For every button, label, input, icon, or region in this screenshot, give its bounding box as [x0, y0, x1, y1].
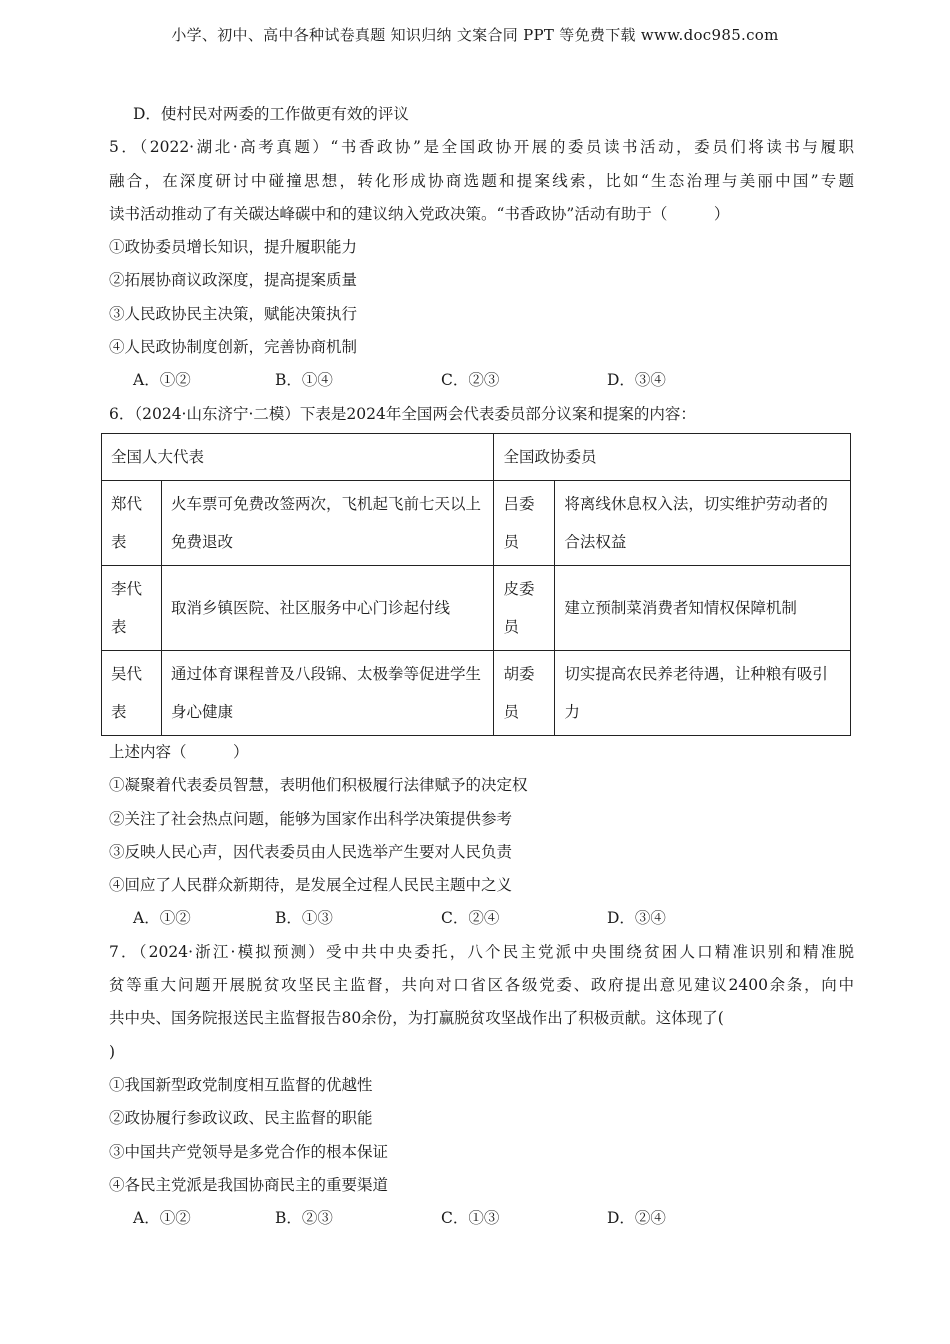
deputy-name: 李代表: [102, 565, 162, 650]
q6-option-b[interactable]: B．①③: [275, 909, 333, 928]
q5-option-d[interactable]: D．③④: [607, 371, 666, 390]
q7-statement-1: ①我国新型政党制度相互监督的优越性: [109, 1075, 373, 1094]
member-proposal: 建立预制菜消费者知情权保障机制: [555, 565, 851, 650]
q5-statement-1: ①政协委员增长知识，提升履职能力: [109, 238, 358, 257]
question-6: [109, 398, 854, 936]
q7-stem-line-3: 共中央、国务院报送民主监督报告80余份，为打赢脱贫攻坚战作出了积极贡献。这体现了(: [109, 1009, 724, 1028]
q5-stem-line-3: 读书活动推动了有关碳达峰碳中和的建议纳入党政决策。“书香政协”活动有助于（ ）: [109, 204, 730, 223]
q6-statement-3: ③反映人民心声，因代表委员由人民选举产生要对人民负责: [109, 842, 513, 861]
q6-option-d[interactable]: D．③④: [607, 909, 666, 928]
q5-option-c[interactable]: C．②③: [441, 371, 500, 390]
q6-stem: 6．（2024·山东济宁·二模）下表是2024年全国两会代表委员部分议案和提案的内容：: [109, 404, 696, 423]
table-row: [102, 650, 851, 735]
member-name: 吕委员: [494, 480, 555, 565]
q6-after-table: 上述内容（ ）: [109, 742, 249, 761]
q7-option-b[interactable]: B．②③: [275, 1209, 333, 1228]
table-header-row: [102, 433, 851, 480]
q7-options: [109, 1202, 854, 1235]
q7-option-c[interactable]: C．①③: [441, 1209, 500, 1228]
table-row: [102, 565, 851, 650]
question-5: [109, 131, 854, 397]
deputy-name: 吴代表: [102, 650, 162, 735]
q5-stem-line-1: 5．（2022·湖北·高考真题）“书香政协”是全国政协开展的委员读书活动，委员们将读书与履职: [109, 138, 854, 157]
q6-options: [109, 902, 854, 935]
member-proposal: 将离线休息权入法，切实维护劳动者的合法权益: [555, 480, 851, 565]
q6-option-a[interactable]: A．①②: [133, 909, 191, 928]
q7-stem-line-2: 贫等重大问题开展脱贫攻坚民主监督，共向对口省区各级党委、政府提出意见建议2400余条，向中: [109, 976, 854, 995]
q4-option-d: D．使村民对两委的工作做更有效的评议: [133, 105, 409, 123]
q5-statement-4: ④人民政协制度创新，完善协商机制: [109, 338, 358, 357]
deputy-proposal: 取消乡镇医院、社区服务中心门诊起付线: [161, 565, 494, 650]
q5-statement-2: ②拓展协商议政深度，提高提案质量: [109, 271, 358, 290]
q7-statement-3: ③中国共产党领导是多党合作的根本保证: [109, 1142, 389, 1161]
q6-statement-2: ②关注了社会热点问题，能够为国家作出科学决策提供参考: [109, 809, 513, 828]
q7-option-d[interactable]: D．②④: [607, 1209, 666, 1228]
member-proposal: 切实提高农民养老待遇，让种粮有吸引力: [555, 650, 851, 735]
q7-statement-2: ②政协履行参政议政、民主监督的职能: [109, 1109, 373, 1128]
q7-stem-line-1: 7．（2024·浙江·模拟预测）受中共中央委托，八个民主党派中央围绕贫困人口精准识别和精准脱: [109, 942, 854, 961]
member-name: 皮委员: [494, 565, 555, 650]
q5-statement-3: ③人民政协民主决策，赋能决策执行: [109, 304, 358, 323]
proposal-table: [101, 433, 851, 736]
deputy-proposal: 通过体育课程普及八段锦、太极拳等促进学生身心健康: [161, 650, 494, 735]
deputy-name: 郑代表: [102, 480, 162, 565]
q5-options: [109, 364, 854, 397]
q6-option-c[interactable]: C．②④: [441, 909, 500, 928]
q6-statement-1: ①凝聚着代表委员智慧，表明他们积极履行法律赋予的决定权: [109, 776, 528, 795]
exam-page: [109, 98, 854, 1235]
site-header: 小学、初中、高中各种试卷真题 知识归纳 文案合同 PPT 等免费下载 www.doc985.com: [171, 26, 779, 44]
q7-stem-line-4: ): [109, 1042, 116, 1061]
member-name: 胡委员: [494, 650, 555, 735]
q6-statement-4: ④回应了人民群众新期待，是发展全过程人民民主题中之义: [109, 876, 513, 895]
header-cppcc-members: 全国政协委员: [494, 433, 851, 480]
q5-option-b[interactable]: B．①④: [275, 371, 333, 390]
question-7: [109, 936, 854, 1236]
deputy-proposal: 火车票可免费改签两次，飞机起飞前七天以上免费退改: [161, 480, 494, 565]
q5-option-a[interactable]: A．①②: [133, 371, 191, 390]
q7-statement-4: ④各民主党派是我国协商民主的重要渠道: [109, 1175, 389, 1194]
q7-option-a[interactable]: A．①②: [133, 1209, 191, 1228]
header-npc-deputies: 全国人大代表: [102, 433, 494, 480]
table-row: [102, 480, 851, 565]
q5-stem-line-2: 融合，在深度研讨中碰撞思想，转化形成协商选题和提案线索，比如“生态治理与美丽中国”专题: [109, 171, 854, 190]
